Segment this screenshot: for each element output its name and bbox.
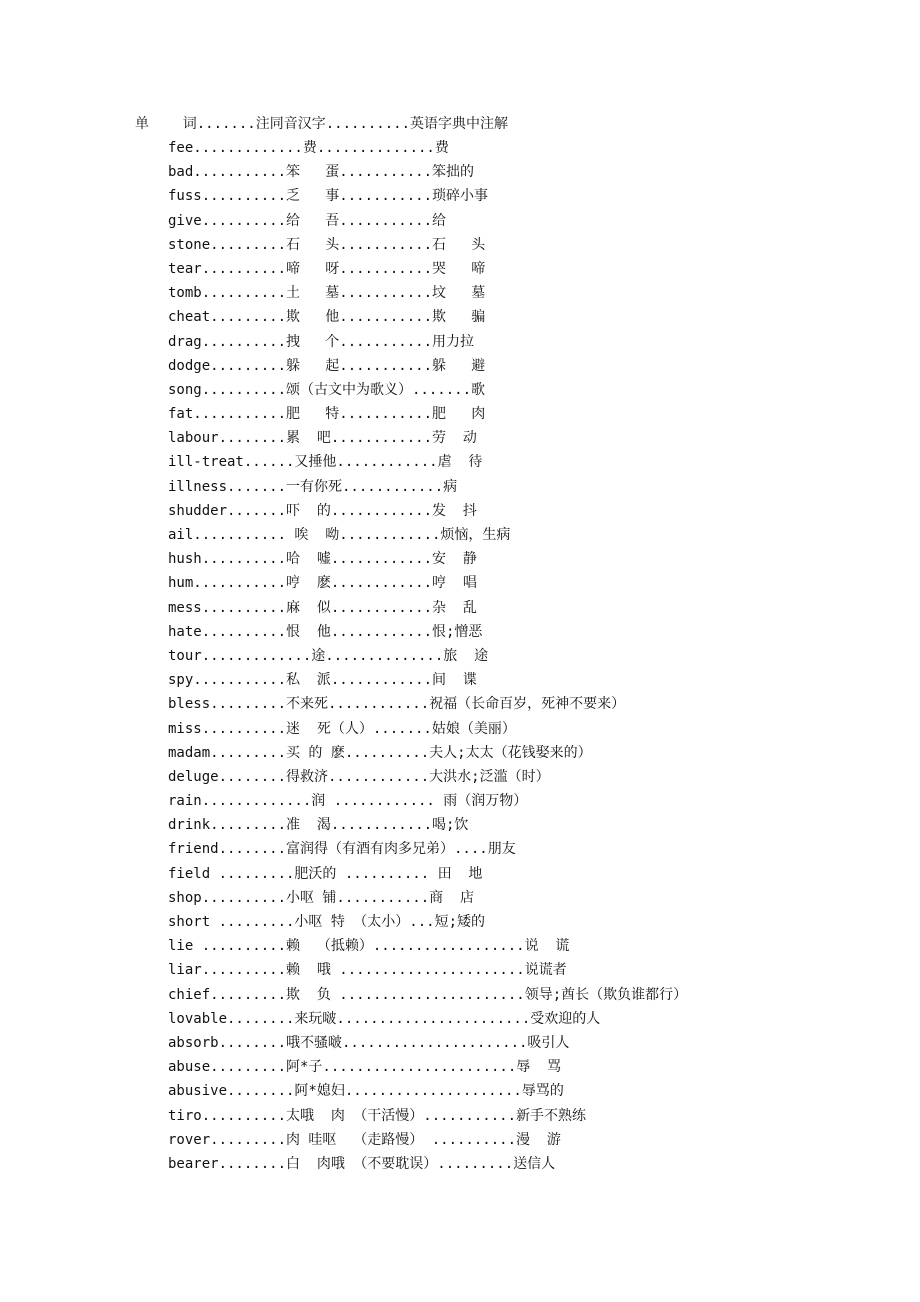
word-entry: lovable........来玩啵.......................受欢迎的人: [168, 1010, 601, 1027]
word-entry: abusive........阿*媳妇.....................辱骂的: [168, 1083, 564, 1100]
word-entry: drag..........拽 个...........用力拉: [168, 333, 475, 350]
word-entry: rover.........肉 哇呕 （走路慢） ..........漫 游: [168, 1131, 561, 1148]
word-entry: shop..........小呕 铺...........商 店: [168, 889, 475, 906]
word-entry: tomb..........土 墓...........坟 墓: [168, 285, 486, 302]
word-entry: field .........肥沃的 .......... 田 地: [168, 865, 483, 882]
word-entry: bless.........不来死............祝福（长命百岁，死神不要来）: [168, 696, 626, 713]
word-entry: abuse.........阿*子.......................辱 骂: [168, 1059, 562, 1076]
word-entry: liar..........赖 哦 ......................说谎者: [168, 962, 567, 979]
word-entry: absorb........哦不骚啵......................吸引人: [168, 1034, 570, 1051]
word-entry: spy...........私 派............间 谍: [168, 672, 477, 689]
column-header: 单 词.......注同音汉字..........英语字典中注解: [135, 116, 509, 132]
word-entry: stone.........石 头...........石 头: [168, 236, 486, 253]
word-entry: fuss..........乏 事...........琐碎小事: [168, 188, 489, 205]
word-entry: lie ..........赖 （抵赖）..................说 谎: [168, 938, 570, 955]
word-entry: bad...........笨 蛋...........笨拙的: [168, 164, 475, 181]
word-entry: tiro..........太哦 肉 （干活慢）...........新手不熟练: [168, 1107, 587, 1124]
word-entry: song..........颂（古文中为歌义）.......歌: [168, 381, 486, 398]
word-entry: miss..........迷 死（人）.......姑娘（美丽）: [168, 720, 516, 737]
word-entry: cheat.........欺 他...........欺 骗: [168, 309, 486, 326]
word-entry: fee.............费..............费: [168, 140, 449, 156]
word-entry: shudder.......吓 的............发 抖: [168, 502, 477, 519]
word-entry: friend........富润得（有酒有肉多兄弟）....朋友: [168, 841, 516, 858]
word-entry: madam.........买 的 麽..........夫人;太太（花钱娶来的）: [168, 744, 592, 761]
word-entry: illness.......一有你死............病: [168, 478, 458, 495]
word-entry: fat...........肥 特...........肥 肉: [168, 406, 486, 423]
word-list: [168, 138, 687, 1178]
word-entry: rain.............润 ............ 雨（润万物）: [168, 793, 528, 810]
word-entry: tour.............途..............旅 途: [168, 647, 489, 664]
word-entry: hate..........恨 他............恨;憎恶: [168, 623, 483, 640]
word-entry: mess..........麻 似............杂 乱: [168, 599, 477, 616]
word-entry: deluge........得救济............大洪水;泛滥（时）: [168, 768, 550, 785]
word-entry: short .........小呕 特 （太小）...短;矮的: [168, 914, 486, 930]
word-entry: ail........... 唉 呦............烦恼，生病: [168, 527, 511, 543]
word-entry: labour........累 吧............劳 动: [168, 430, 477, 447]
word-entry: hum...........哼 麽............哼 唱: [168, 575, 477, 592]
word-entry: bearer........白 肉哦 （不要耽误）.........送信人: [168, 1155, 556, 1172]
word-entry: dodge.........躲 起...........躲 避: [168, 357, 486, 374]
word-entry: hush..........哈 嘘............安 静: [168, 551, 477, 568]
word-entry: give..........给 吾...........给: [168, 212, 447, 229]
word-entry: chief.........欺 负 ......................领导;酋长（欺负谁都行）: [168, 986, 688, 1003]
word-entry: ill-treat......又捶他............虐 待: [168, 454, 483, 471]
word-entry: drink.........准 渴............喝;饮: [168, 817, 469, 834]
word-entry: tear..........啼 呀...........哭 啼: [168, 260, 486, 277]
